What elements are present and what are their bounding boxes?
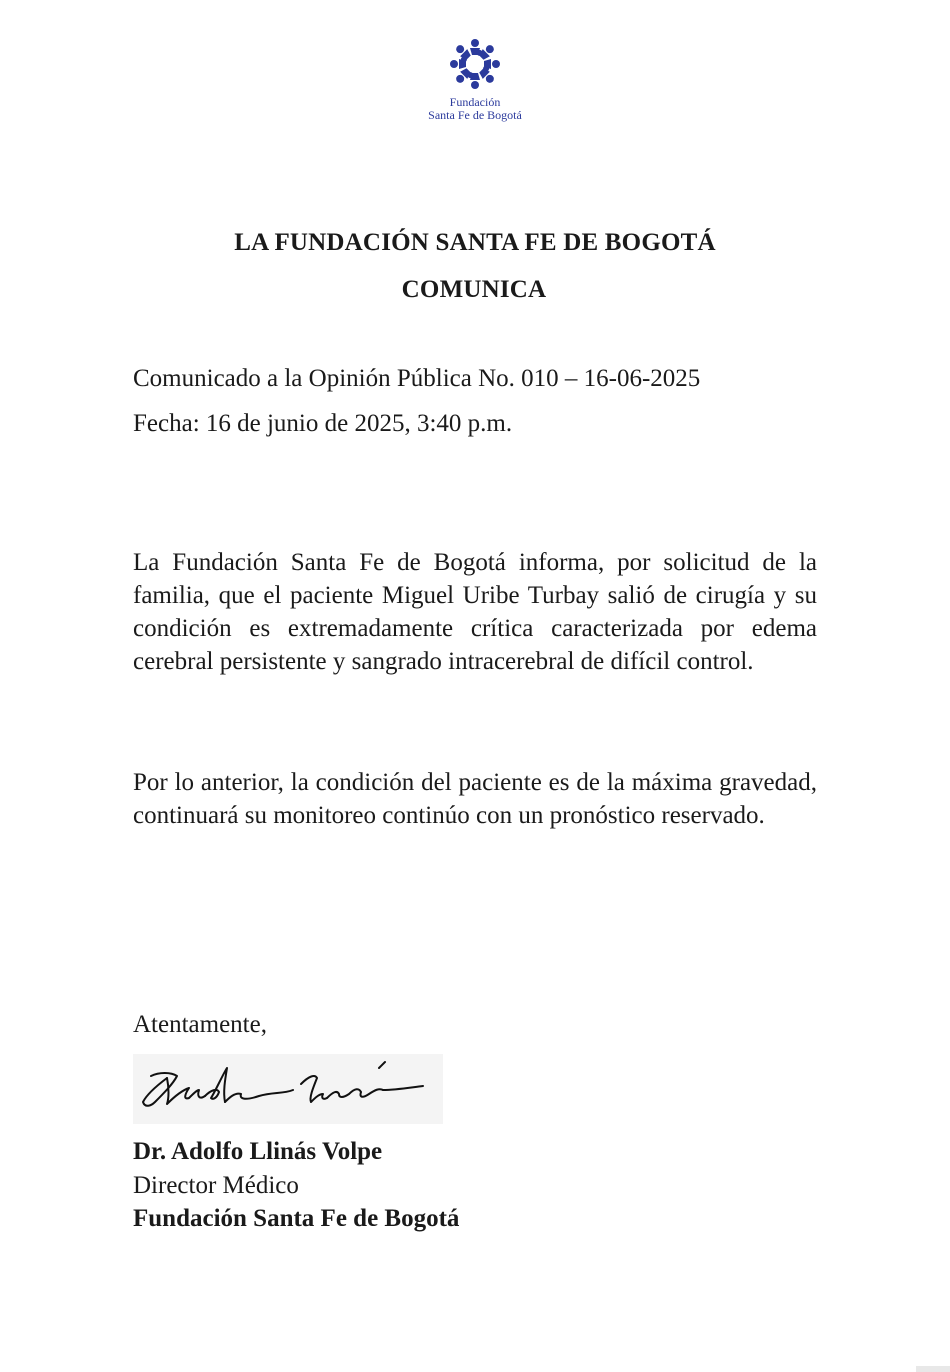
page-corner-mark bbox=[916, 1366, 950, 1372]
signatory-organization: Fundación Santa Fe de Bogotá bbox=[133, 1205, 460, 1232]
body-paragraph-2: Por lo anterior, la condición del paciente es de la máxima gravedad, continuará su monitoreo continúo con un pronóstico reservado. bbox=[133, 769, 817, 829]
logo-caption bbox=[420, 96, 530, 122]
foundation-emblem-icon bbox=[447, 36, 503, 92]
signatory-name: Dr. Adolfo Llinás Volpe bbox=[133, 1138, 383, 1165]
document-subtitle: COMUNICA bbox=[401, 276, 547, 303]
communique-reference: Comunicado a la Opinión Pública No. 010 – 16-06-2025 bbox=[133, 365, 701, 392]
handwritten-signature bbox=[133, 1054, 443, 1124]
document-title: LA FUNDACIÓN SANTA FE DE BOGOTÁ bbox=[234, 229, 716, 256]
signatory-role: Director Médico bbox=[133, 1172, 299, 1199]
foundation-logo bbox=[420, 36, 530, 122]
communique-date: Fecha: 16 de junio de 2025, 3:40 p.m. bbox=[133, 410, 513, 437]
logo-line-2: Santa Fe de Bogotá bbox=[428, 108, 522, 122]
logo-line-1: Fundación bbox=[449, 95, 501, 109]
body-paragraph-1: La Fundación Santa Fe de Bogotá informa, por solicitud de la familia, que el paciente Miguel Uribe Turbay salió de cirugía y su condición es extremadamente crítica caracterizada por edema cerebral persistente y sangrado intracerebral de difícil control. bbox=[133, 549, 817, 675]
closing-salutation: Atentamente, bbox=[133, 1011, 267, 1038]
signature-icon bbox=[133, 1054, 443, 1124]
